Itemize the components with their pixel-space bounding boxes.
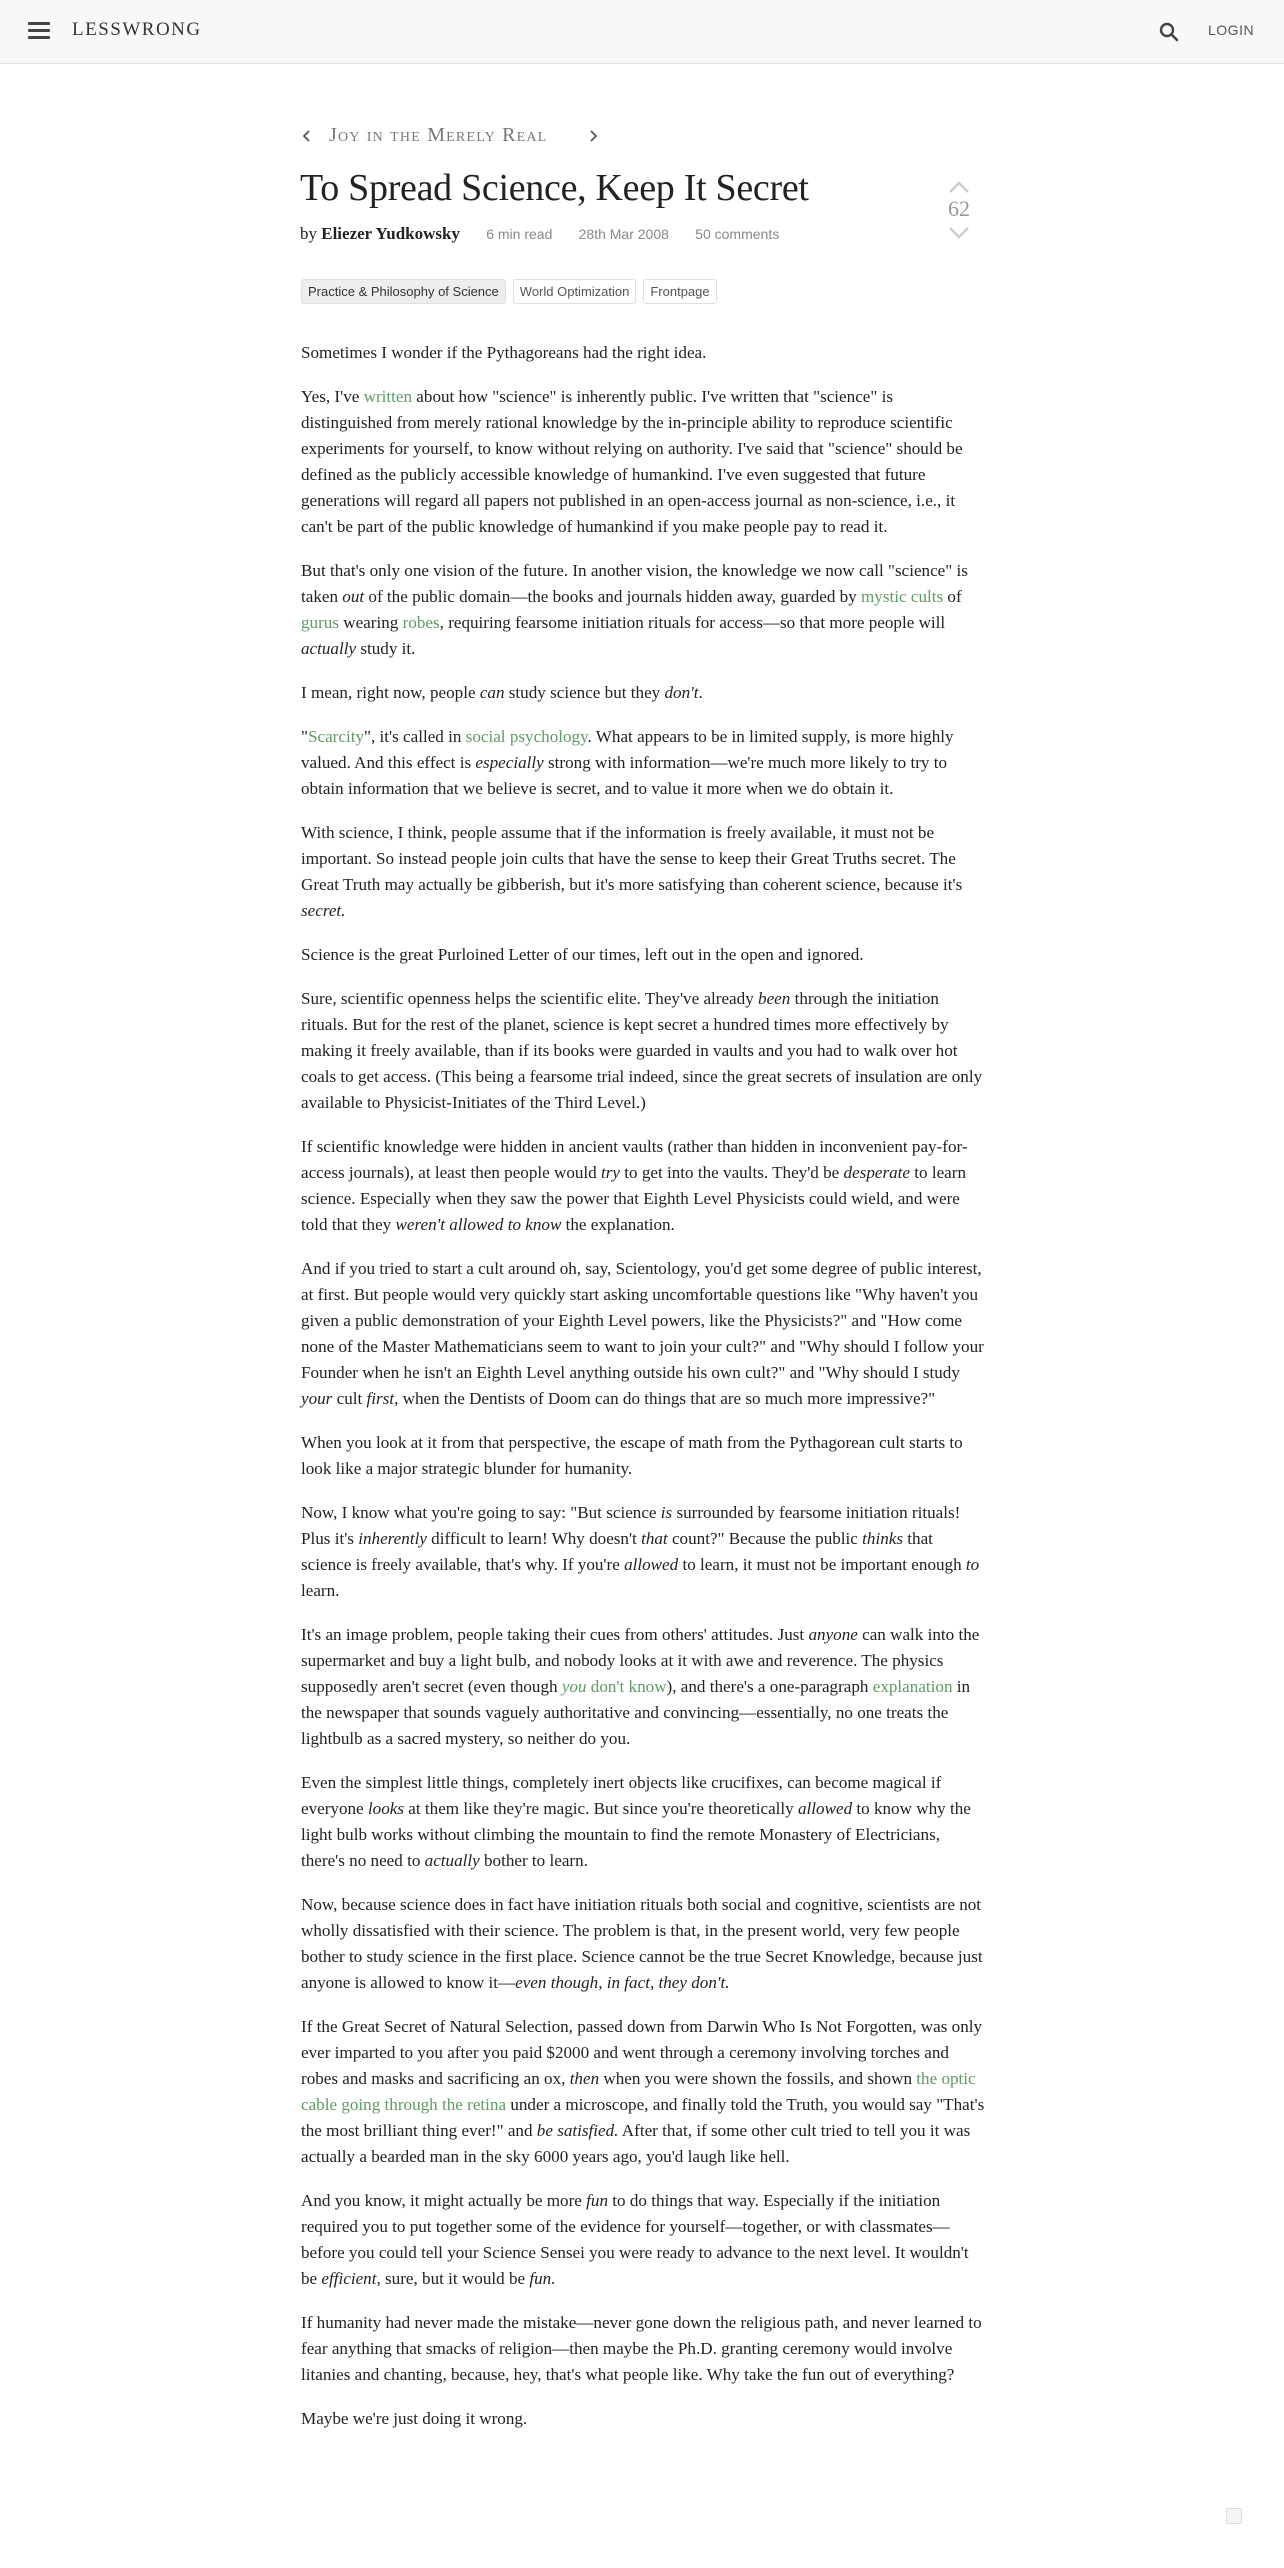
login-button[interactable]: LOGIN <box>1208 22 1255 38</box>
mystic-cults-link[interactable]: mystic cults <box>861 587 944 606</box>
chevron-left-icon[interactable] <box>300 129 314 143</box>
paragraph: Maybe we're just doing it wrong. <box>301 2409 528 2428</box>
scarcity-link[interactable]: Scarcity <box>307 727 364 746</box>
read-time: 6 min read <box>486 226 553 242</box>
social-psychology-link[interactable]: social psychology <box>465 727 588 746</box>
paragraph: And you know, it might actually be more fun to do things that way. Especially if the initiation required you to put together some of the evidence for yourself—together, or with classmates—before you could tell your Science Sensei you were ready to advance to the next level. It wouldn't be efficient, sure, but it would be fun. <box>301 2191 969 2288</box>
site-logo[interactable]: LESSWRONG <box>72 19 202 40</box>
explanation-link[interactable]: explanation <box>872 1677 953 1696</box>
post-byline <box>300 224 779 244</box>
gurus-link[interactable]: gurus <box>301 613 339 632</box>
post-title: To Spread Science, Keep It Secret <box>300 167 809 209</box>
intercom-launcher[interactable] <box>1226 2508 1242 2524</box>
paragraph: Sure, scientific openness helps the scientific elite. They've already been through the initiation rituals. But for the rest of the planet, science is kept secret a hundred times more effectively by making it freely available, than if its books were guarded in vaults and you had to walk over hot coals to get access. (This being a fearsome trial indeed, since the great secrets of insulation are only available to Physicist-Initiates of the Third Level.) <box>301 989 983 1112</box>
paragraph: When you look at it from that perspective, the escape of math from the Pythagorean cult starts to look like a major strategic blunder for humanity. <box>301 1433 963 1478</box>
post-date: 28th Mar 2008 <box>578 226 669 242</box>
paragraph: With science, I think, people assume that if the information is freely available, it must not be important. So instead people join cults that have the sense to keep their Great Truths secret. The Great Truth may actually be gibberish, but it's more satisfying than coherent science, because it's secret. <box>301 823 963 920</box>
tag-world-optimization[interactable]: World Optimization <box>513 279 637 304</box>
paragraph: Yes, I've written about how "science" is inherently public. I've written that "science" is distinguished from merely rational knowledge by the in-principle ability to reproduce scientific experiments for yourself, to know without relying on authority. I've said that "science" should be defined as the publicly accessible knowledge of humankind. I've even suggested that future generations will regard all papers not published in an open-access journal as non-science, i.e., it can't be part of the public knowledge of humankind if you make people pay to read it. <box>301 387 963 536</box>
paragraph: But that's only one vision of the future. In another vision, the knowledge we now call "science" is taken out of the public domain—the books and journals hidden away, guarded by mystic cults of gurus wearing robes, requiring fearsome initiation rituals for access—so that more people will actually study it. <box>301 561 968 658</box>
upvote-arrow-icon[interactable] <box>944 178 974 196</box>
optic-cable-link[interactable]: the optic cable going through the retina <box>301 2069 976 2114</box>
search-icon[interactable] <box>1157 20 1181 44</box>
paragraph: Science is the great Purloined Letter of our times, left out in the open and ignored. <box>301 945 864 964</box>
comments-link[interactable]: 50 comments <box>695 226 780 242</box>
tag-frontpage[interactable]: Frontpage <box>643 279 716 304</box>
post-body <box>301 340 985 2450</box>
paragraph: And if you tried to start a cult around oh, say, Scientology, you'd get some degree of public interest, at first. But people would very quickly start asking uncomfortable questions like "Why haven't you given a public demonstration of your Eighth Level powers, like the Physicists?" and "How come none of the Master Mathematicians seem to want to join your cult?" and "Why should I follow your Founder when he isn't an Eighth Level anything outside his own cult?" and "Why should I study your cult first, when the Dentists of Doom can do things that are so much more impressive?" <box>301 1259 984 1408</box>
author-link[interactable]: Eliezer Yudkowsky <box>321 224 460 243</box>
dont-know-link[interactable]: don't know <box>586 1677 667 1696</box>
menu-icon[interactable] <box>28 22 50 42</box>
paragraph: Now, I know what you're going to say: "But science is surrounded by fearsome initiation rituals! Plus it's inherently difficult to learn! Why doesn't that count?" Because the public thinks that science is freely available, that's why. If you're allowed to learn, it must not be important enough to learn. <box>301 1503 980 1600</box>
chevron-right-icon[interactable] <box>586 129 600 143</box>
paragraph: Even the simplest little things, completely inert objects like crucifixes, can become magical if everyone looks at them like they're magic. But since you're theoretically allowed to know why the light bulb works without climbing the mountain to find the remote Monastery of Electricians, there's no need to actually bother to learn. <box>301 1773 971 1870</box>
you-link[interactable]: you <box>561 1677 587 1696</box>
paragraph: I mean, right now, people can study science but they don't. <box>301 683 703 702</box>
paragraph: "Scarcity", it's called in social psychology. What appears to be in limited supply, is more highly valued. And this effect is especially strong with information—we're much more likely to try to obtain information that we believe is secret, and to value it more when we do obtain it. <box>301 727 954 798</box>
vote-widget <box>944 178 974 242</box>
written-link[interactable]: written <box>363 387 413 406</box>
paragraph: If humanity had never made the mistake—never gone down the religious path, and never learned to fear anything that smacks of religion—then maybe the Ph.D. granting ceremony would involve litanies and chanting, because, hey, that's what people like. Why take the fun out of everything? <box>301 2313 982 2384</box>
robes-link[interactable]: robes <box>402 613 440 632</box>
tag-list <box>301 279 720 304</box>
paragraph: Now, because science does in fact have initiation rituals both social and cognitive, scientists are not wholly dissatisfied with their science. The problem is that, in the present world, very few people bother to study science in the first place. Science cannot be the true Secret Knowledge, because just anyone is allowed to know it—even though, in fact, they don't. <box>301 1895 983 1992</box>
sequence-title[interactable]: Joy in the Merely Real <box>329 124 548 146</box>
paragraph: It's an image problem, people taking their cues from others' attitudes. Just anyone can walk into the supermarket and buy a light bulb, and nobody looks at it with awe and reverence. The physics supposedly aren't secret (even though you don't know), and there's a one-paragraph explanation in the newspaper that sounds vaguely authoritative and convincing—essentially, no one treats the lightbulb as a sacred mystery, so neither do you. <box>301 1625 980 1748</box>
tag-practice-philosophy-of-science[interactable]: Practice & Philosophy of Science <box>301 279 506 304</box>
paragraph: If the Great Secret of Natural Selection, passed down from Darwin Who Is Not Forgotten, was only ever imparted to you after you paid $2000 and went through a ceremony involving torches and robes and masks and sacrificing an ox, then when you were shown the fossils, and shown the optic cable going through the retina under a microscope, and finally told the Truth, you would say "That's the most brilliant thing ever!" and be satisfied. After that, if some other cult tried to tell you it was actually a bearded man in the sky 6000 years ago, you'd laugh like hell. <box>301 2017 985 2166</box>
by-label: by <box>300 224 317 243</box>
top-app-bar <box>0 0 1284 64</box>
karma-score: 62 <box>948 196 970 221</box>
paragraph: Sometimes I wonder if the Pythagoreans had the right idea. <box>301 343 707 362</box>
paragraph: If scientific knowledge were hidden in ancient vaults (rather than hidden in inconvenient pay-for-access journals), at least then people would try to get into the vaults. They'd be desperate to learn science. Especially when they saw the power that Eighth Level Physicists could wield, and were told that they weren't allowed to know the explanation. <box>301 1137 968 1234</box>
downvote-arrow-icon[interactable] <box>944 224 974 242</box>
